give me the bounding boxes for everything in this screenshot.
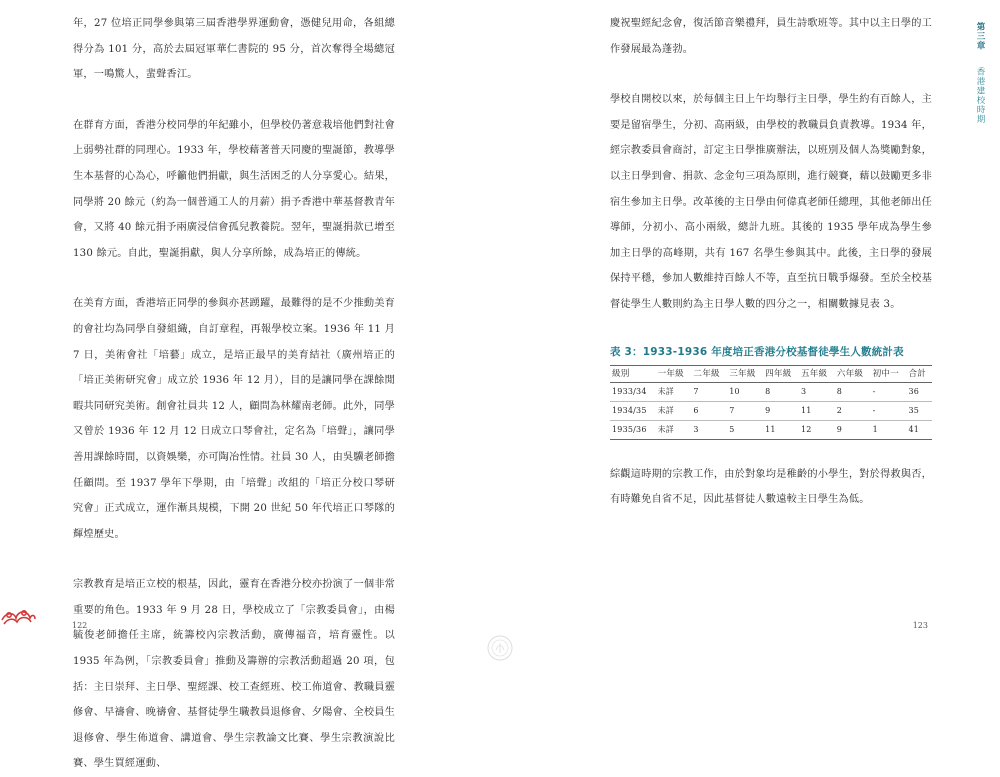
right-paragraph-3: 綜觀這時期的宗教工作，由於對象均是稚齡的小學生，對於得救與否，有時難免自省不足，因此基督徒人數遠較主日學生為低。 bbox=[610, 468, 933, 506]
table-cell: 9 bbox=[763, 401, 799, 420]
table-cell: 未詳 bbox=[656, 420, 692, 439]
header-cell: 一年級 bbox=[656, 365, 692, 382]
header-cell: 級別 bbox=[610, 365, 656, 382]
table-cell: 36 bbox=[906, 382, 932, 401]
table-cell: 11 bbox=[799, 401, 835, 420]
table-cell: 6 bbox=[691, 401, 727, 420]
left-paragraph-3: 在美育方面，香港培正同學的參與亦甚踴躍，最難得的是不少推動美育的會社均為同學自發組織，自訂章程，再報學校立案。1936 年 11 月 7 日，美術會社「培藝」成立，是培正最早的美育結社（廣州培正的「培正美術研究會」成立於 1936 年 12 月），目的是讓同學在課餘閒暇共同研究美術。創會社員共 12 人，顧問為林耀南老師。此外，同學又曾於 1936 年 12 月 12 日成立口琴會社，定名為「培聲」，讓同學善用課餘時間，以資娛樂，亦可陶冶性情。社員 30 人，由吳驥老師擔任顧問。至 1937 學年下學期，由「培聲」改組的「培正分校口琴研究會」正式成立，運作漸具規模，下開 20 世紀 50 年代培正口琴隊的輝煌歷史。 bbox=[73, 298, 396, 540]
table-cell: 未詳 bbox=[656, 401, 692, 420]
table-cell: 10 bbox=[727, 382, 763, 401]
table-cell: 2 bbox=[835, 401, 871, 420]
right-paragraph-1: 慶祝聖經紀念會，復活節音樂禮拜，員生詩歌班等。其中以主日學的工作發展最為蓬勃。 bbox=[610, 18, 933, 55]
left-paragraph-2: 在群育方面，香港分校同學的年紀雖小，但學校仍著意栽培他們對社會上弱勢社群的同理心。1933 年，學校藉著普天同慶的聖誕節，教導學生本基督的心為心，呼籲他們捐獻，與生活困乏的人分享愛心。結果，同學將 20 餘元（約為一個普通工人的月薪）捐予香港中華基督教青年會，又將 40 餘元捐予兩廣浸信會孤兒教養院。翌年，聖誕捐款已增至 130 餘元。自此，聖誕捐獻，與人分享所餘，成為培正的傳統。 bbox=[73, 119, 396, 259]
table-row bbox=[610, 401, 932, 420]
left-paragraph-1: 年，27 位培正同學參與第三屆香港學界運動會，憑健兒用命，各組總得分為 101 分，高於去屆冠軍華仁書院的 95 分，首次奪得全場總冠軍，一鳴驚人，蜚聲香江。 bbox=[73, 18, 395, 81]
table-cell: 35 bbox=[906, 401, 932, 420]
header-cell: 二年級 bbox=[691, 365, 727, 382]
school-seal-icon bbox=[486, 634, 514, 662]
table-cell: - bbox=[871, 382, 907, 401]
section-label: 香港建校時期 bbox=[975, 66, 985, 124]
table-cell: 41 bbox=[906, 420, 932, 439]
table-cell: 3 bbox=[691, 420, 727, 439]
chapter-sidebar bbox=[971, 22, 987, 124]
right-paragraph-2: 學校自開校以來，於每個主日上午均舉行主日學，學生約有百餘人，主要是留宿學生，分初、高兩級，由學校的教職員負責教導。1934 年，經宗教委員會商討，訂定主日學推廣辦法，以班別及個人為獎勵對象，以主日學到會、捐款、念金句三項為原則，進行競賽，藉以鼓勵更多非宿生參加主日學。改革後的主日學由何偉真老師任總理，其他老師出任導師，分初小、高小兩級，總計九班。其後的 1935 學年成為學生參加主日學的高峰期，共有 167 名學生參與其中。此後，主日學的發展保持平穩，參加人數維持百餘人不等，直至抗日戰爭爆發。至於全校基督徒學生人數則約為主日學人數的四分之一，相關數據見表 3。 bbox=[610, 94, 933, 310]
table-cell: 7 bbox=[691, 382, 727, 401]
table-row bbox=[610, 420, 932, 439]
table-cell: - bbox=[871, 401, 907, 420]
table-cell: 1933/34 bbox=[610, 382, 656, 401]
table-cell: 3 bbox=[799, 382, 835, 401]
header-cell: 合計 bbox=[906, 365, 932, 382]
table-cell: 1 bbox=[871, 420, 907, 439]
header-cell: 初中一 bbox=[871, 365, 907, 382]
table-cell: 8 bbox=[835, 382, 871, 401]
table-cell: 1935/36 bbox=[610, 420, 656, 439]
page-number-left: 122 bbox=[72, 621, 88, 630]
table-cell: 7 bbox=[727, 401, 763, 420]
table-cell: 8 bbox=[763, 382, 799, 401]
table-cell: 12 bbox=[799, 420, 835, 439]
table-row bbox=[610, 382, 932, 401]
left-paragraph-4: 宗教教育是培正立校的根基，因此，靈育在香港分校亦扮演了一個非常重要的角色。1933 年 9 月 28 日，學校成立了「宗教委員會」，由楊毓俊老師擔任主席，統籌校內宗教活動，廣傳福音，培育靈性。以 1935 年為例，「宗教委員會」推動及籌辦的宗教活動超過 20 項，包括：主日崇拜、主日學、聖經課、校工查經班、校工佈道會、教職員靈修會、早禱會、晚禱會、基督徒學生職教員退修會、夕陽會、全校員生退修會、學生佈道會、講道會、學生宗教論文比賽、學生宗教演說比賽、學生買經運動、 bbox=[73, 579, 396, 770]
header-cell: 六年級 bbox=[835, 365, 871, 382]
header-cell: 四年級 bbox=[763, 365, 799, 382]
statistics-table-section bbox=[610, 343, 932, 440]
table-cell: 1934/35 bbox=[610, 401, 656, 420]
chapter-label: 第三章 bbox=[975, 22, 985, 51]
header-cell: 三年級 bbox=[727, 365, 763, 382]
table-cell: 11 bbox=[763, 420, 799, 439]
page-number-right: 123 bbox=[912, 621, 928, 630]
table-cell: 5 bbox=[727, 420, 763, 439]
table-header-row bbox=[610, 365, 932, 382]
header-cell: 五年級 bbox=[799, 365, 835, 382]
right-text-column bbox=[610, 11, 932, 513]
christian-students-table bbox=[610, 365, 932, 440]
table-title: 表 3：1933-1936 年度培正香港分校基督徒學生人數統計表 bbox=[610, 345, 904, 358]
table-cell: 9 bbox=[835, 420, 871, 439]
red-cloud-ornament-icon bbox=[0, 600, 36, 626]
left-text-column bbox=[73, 11, 395, 777]
left-page bbox=[0, 0, 500, 770]
table-cell: 未詳 bbox=[656, 382, 692, 401]
right-page bbox=[500, 0, 1000, 685]
